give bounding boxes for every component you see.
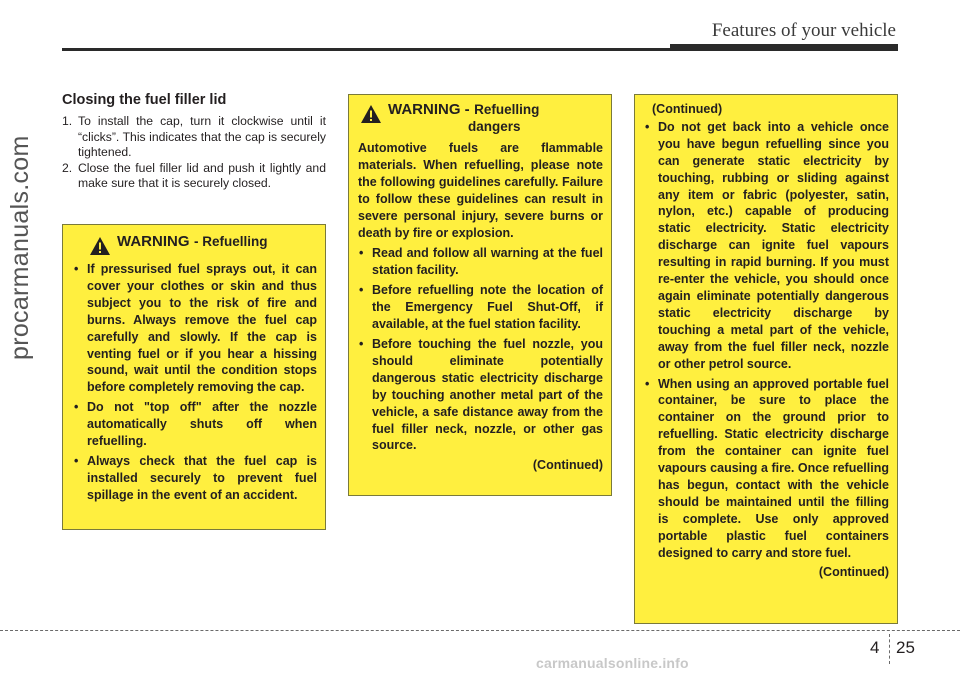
list-item: • Do not "top off" after the nozzle automatically shuts off when refuelling.	[73, 399, 317, 450]
page-number: 25	[896, 638, 915, 657]
warning-title	[87, 233, 317, 256]
list-item: • Read and follow all warning at the fuel station facility.	[358, 245, 603, 279]
list-item: • If pressurised fuel sprays out, it can cover your clothes or skin and thus subject you to the risk of fire and burns. Always remove the fuel cap carefully and slowly. If the cap is venting fuel or if you hear a hissing sound, wait until the condition stops before completely removing the cap.	[73, 261, 317, 396]
list-item: • Before refuelling note the location of the Emergency Fuel Shut-Off, if available, at the fuel station facility.	[358, 282, 603, 333]
step-number: 1.	[62, 114, 73, 128]
warning-subtitle-cont: dangers	[468, 119, 521, 134]
warning-subtitle: Refuelling	[474, 102, 540, 117]
header-rule-accent	[670, 44, 898, 51]
continued-label-top: (Continued)	[652, 102, 723, 116]
warning-body	[644, 119, 889, 562]
header-section-title: Features of your vehicle	[711, 20, 896, 41]
continued-label: (Continued)	[532, 458, 603, 473]
warning-intro: Automotive fuels are flammable materials. When refuelling, please note the following guidelines carefully. Failure to follow these guidelines can result in severe personal injury, severe burns or death by fire or explosion.	[358, 141, 603, 240]
step-item	[62, 114, 326, 161]
warning-label: WARNING -	[388, 101, 470, 118]
list-item: • Before touching the fuel nozzle, you should eliminate potentially dangerous static electricity discharge by touching another metal part of the vehicle, a safe distance away from the fuel filler neck, nozzle, or other gas source.	[358, 336, 603, 454]
warning-title	[358, 101, 603, 135]
continued-label: (Continued)	[818, 565, 889, 580]
step-number: 2.	[62, 160, 73, 175]
list-item: • When using an approved portable fuel container, be sure to place the container on the ground prior to refuelling. Static electricity discharge from the container can ignite fuel vapours causing a fire. Once refuelling has begun, contact with the vehicle should be maintained until the filling is complete. Use only approved portable plastic fuel containers designed to carry and store fuel.	[644, 376, 889, 562]
warning-box-continued	[634, 94, 898, 624]
closing-steps	[62, 114, 326, 192]
footer-rule	[0, 630, 960, 631]
warning-triangle-icon	[89, 236, 111, 256]
step-text: To install the cap, turn it clockwise until it “clicks”. This indicates that the cap is securely tightened.	[78, 114, 326, 159]
page-number-divider	[889, 634, 890, 664]
footer-watermark: carmanualsonline.info	[536, 655, 689, 671]
warning-body	[73, 261, 317, 504]
list-item: • Always check that the fuel cap is installed securely to prevent fuel spillage in the event of an accident.	[73, 453, 317, 504]
closing-heading: Closing the fuel filler lid	[62, 92, 227, 108]
watermark-text: procarmanuals.com	[6, 135, 34, 360]
chapter-number: 4	[870, 638, 880, 657]
list-item: • Do not get back into a vehicle once you have begun refuelling since you can generate static electricity by touching, rubbing or sliding against any item or fabric (polyester, satin, nylon, etc.) capable of producing static electricity. Static electricity discharge can ignite fuel vapours resulting in rapid burning. If you must re-enter the vehicle, you should once again eliminate potentially dangerous static electricity discharge by touching a metal part of the vehicle, away from the fuel filler neck, nozzle or other petrol source.	[644, 119, 889, 373]
step-text: Close the fuel filler lid and push it lightly and make sure that it is securely closed.	[78, 160, 326, 190]
warning-label: WARNING	[117, 233, 190, 250]
step-item	[62, 161, 326, 192]
warning-triangle-icon	[360, 104, 382, 124]
warning-subtitle: - Refuelling	[193, 234, 268, 249]
warning-box-refuelling-dangers	[348, 94, 612, 496]
warning-box-refuelling	[62, 224, 326, 530]
warning-body	[358, 140, 603, 454]
